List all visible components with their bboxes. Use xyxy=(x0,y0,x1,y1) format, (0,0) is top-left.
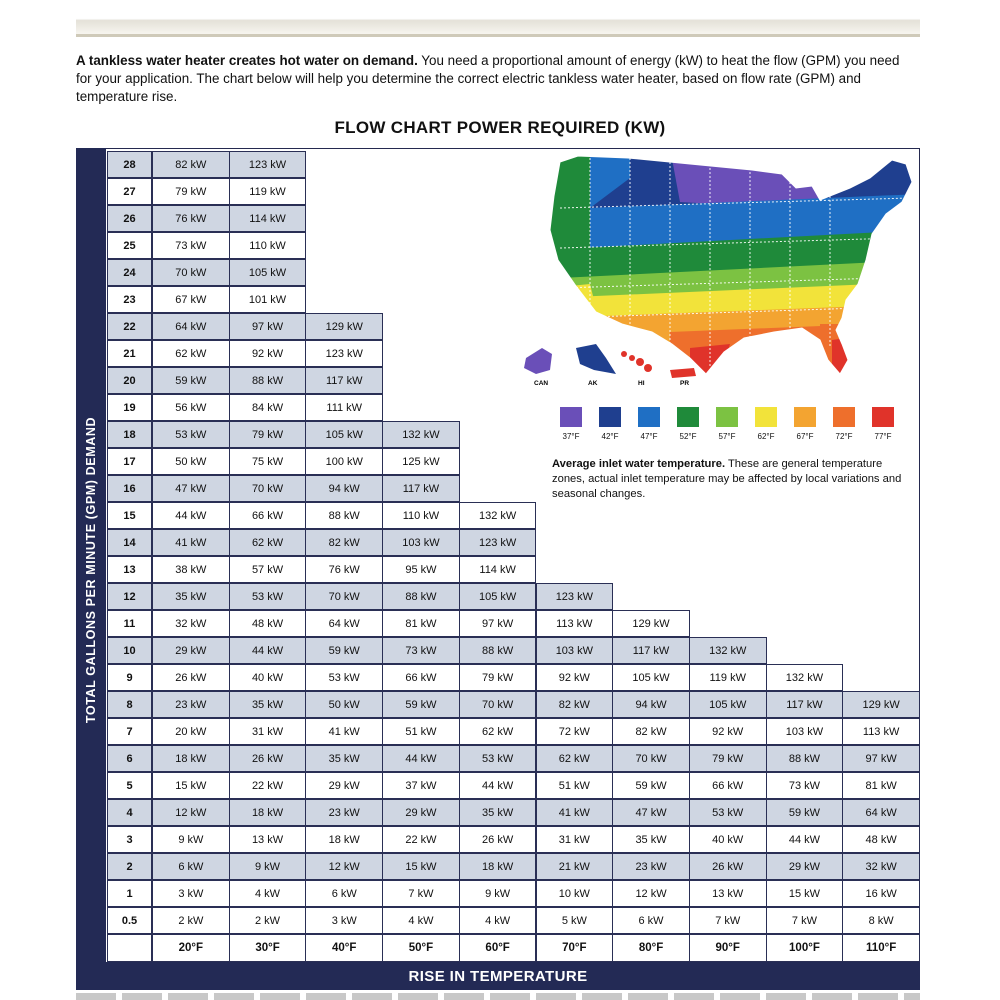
legend-swatch xyxy=(755,407,777,427)
kw-cell: 4 kW xyxy=(459,907,537,934)
kw-cell: 132 kW xyxy=(766,664,844,691)
intro-rest: You need a proportional amount of energy (kW) to heat the flow (GPM) you need for your application. The chart below will help you determine the correct electric tankless water heater, based on flow rate (GPM) and temperature rise. xyxy=(76,53,900,104)
kw-cell: 7 kW xyxy=(382,880,460,907)
gpm-cell-11: 11 xyxy=(107,610,152,637)
kw-cell: 82 kW xyxy=(612,718,690,745)
temperature-map xyxy=(520,148,920,448)
kw-cell: 79 kW xyxy=(459,664,537,691)
kw-cell: 15 kW xyxy=(766,880,844,907)
gpm-cell-14: 14 xyxy=(107,529,152,556)
kw-cell: 129 kW xyxy=(612,610,690,637)
gpm-cell-12: 12 xyxy=(107,583,152,610)
legend-label: 42°F xyxy=(601,432,619,441)
gpm-cell-2: 2 xyxy=(107,853,152,880)
kw-cell: 40 kW xyxy=(229,664,307,691)
kw-cell: 75 kW xyxy=(229,448,307,475)
kw-cell: 103 kW xyxy=(382,529,460,556)
kw-cell: 105 kW xyxy=(229,259,307,286)
kw-cell: 4 kW xyxy=(382,907,460,934)
kw-cell: 82 kW xyxy=(152,151,230,178)
legend-label: 77°F xyxy=(874,432,892,441)
kw-cell: 100 kW xyxy=(305,448,383,475)
kw-cell: 94 kW xyxy=(305,475,383,502)
kw-cell: 73 kW xyxy=(766,772,844,799)
kw-cell: 35 kW xyxy=(612,826,690,853)
legend-label: 62°F xyxy=(757,432,775,441)
kw-cell: 3 kW xyxy=(152,880,230,907)
kw-cell: 9 kW xyxy=(229,853,307,880)
kw-cell: 44 kW xyxy=(229,637,307,664)
gpm-cell-6: 6 xyxy=(107,745,152,772)
kw-cell: 3 kW xyxy=(305,907,383,934)
kw-cell: 29 kW xyxy=(152,637,230,664)
kw-cell: 18 kW xyxy=(459,853,537,880)
kw-cell: 72 kW xyxy=(536,718,614,745)
kw-cell: 70 kW xyxy=(152,259,230,286)
kw-cell: 41 kW xyxy=(152,529,230,556)
kw-cell: 97 kW xyxy=(459,610,537,637)
legend-label: 67°F xyxy=(796,432,814,441)
kw-cell: 29 kW xyxy=(766,853,844,880)
kw-cell: 22 kW xyxy=(229,772,307,799)
kw-cell: 13 kW xyxy=(229,826,307,853)
kw-cell: 114 kW xyxy=(459,556,537,583)
kw-cell: 84 kW xyxy=(229,394,307,421)
kw-cell: 5 kW xyxy=(536,907,614,934)
kw-cell: 22 kW xyxy=(382,826,460,853)
kw-cell: 53 kW xyxy=(152,421,230,448)
kw-cell: 67 kW xyxy=(152,286,230,313)
legend-swatch xyxy=(599,407,621,427)
kw-cell: 31 kW xyxy=(536,826,614,853)
kw-cell: 76 kW xyxy=(305,556,383,583)
kw-cell: 23 kW xyxy=(305,799,383,826)
kw-cell: 123 kW xyxy=(536,583,614,610)
kw-cell: 92 kW xyxy=(689,718,767,745)
chart-title: FLOW CHART POWER REQUIRED (KW) xyxy=(334,118,666,137)
kw-cell: 12 kW xyxy=(612,880,690,907)
legend-swatch xyxy=(560,407,582,427)
rise-header-cell: 30°F xyxy=(229,934,307,962)
gpm-cell-20: 20 xyxy=(107,367,152,394)
kw-cell: 15 kW xyxy=(152,772,230,799)
kw-cell: 32 kW xyxy=(842,853,920,880)
kw-cell: 88 kW xyxy=(382,583,460,610)
kw-cell: 88 kW xyxy=(229,367,307,394)
gpm-cell-25: 25 xyxy=(107,232,152,259)
kw-cell: 23 kW xyxy=(612,853,690,880)
kw-cell: 38 kW xyxy=(152,556,230,583)
kw-cell: 64 kW xyxy=(305,610,383,637)
kw-cell: 57 kW xyxy=(229,556,307,583)
kw-cell: 76 kW xyxy=(152,205,230,232)
kw-cell: 9 kW xyxy=(152,826,230,853)
kw-cell: 18 kW xyxy=(152,745,230,772)
kw-cell: 110 kW xyxy=(229,232,307,259)
legend-swatch xyxy=(872,407,894,427)
kw-cell: 132 kW xyxy=(689,637,767,664)
gpm-cell-9: 9 xyxy=(107,664,152,691)
rise-header-cell: 70°F xyxy=(536,934,614,962)
gpm-cell-21: 21 xyxy=(107,340,152,367)
kw-cell: 92 kW xyxy=(536,664,614,691)
kw-cell: 47 kW xyxy=(152,475,230,502)
kw-cell: 31 kW xyxy=(229,718,307,745)
kw-cell: 44 kW xyxy=(766,826,844,853)
rise-header-cell: 110°F xyxy=(842,934,920,962)
legend-label: 72°F xyxy=(835,432,853,441)
kw-cell: 10 kW xyxy=(536,880,614,907)
kw-cell: 35 kW xyxy=(229,691,307,718)
kw-cell: 6 kW xyxy=(612,907,690,934)
kw-cell: 62 kW xyxy=(459,718,537,745)
kw-cell: 132 kW xyxy=(382,421,460,448)
legend-swatch xyxy=(677,407,699,427)
gpm-cell-3: 3 xyxy=(107,826,152,853)
kw-cell: 48 kW xyxy=(842,826,920,853)
kw-cell: 7 kW xyxy=(689,907,767,934)
kw-cell: 70 kW xyxy=(459,691,537,718)
legend-swatch xyxy=(638,407,660,427)
kw-cell: 105 kW xyxy=(612,664,690,691)
gpm-cell-18: 18 xyxy=(107,421,152,448)
kw-cell: 132 kW xyxy=(459,502,537,529)
kw-cell: 123 kW xyxy=(305,340,383,367)
kw-cell: 37 kW xyxy=(382,772,460,799)
gpm-cell-15: 15 xyxy=(107,502,152,529)
kw-cell: 119 kW xyxy=(229,178,307,205)
kw-cell: 44 kW xyxy=(459,772,537,799)
kw-cell: 81 kW xyxy=(842,772,920,799)
x-axis-label: RISE IN TEMPERATURE xyxy=(408,968,588,985)
kw-cell: 2 kW xyxy=(229,907,307,934)
kw-cell: 70 kW xyxy=(229,475,307,502)
y-axis-label: TOTAL GALLONS PER MINUTE (GPM) DEMAND xyxy=(84,416,98,724)
kw-cell: 51 kW xyxy=(382,718,460,745)
kw-cell: 48 kW xyxy=(229,610,307,637)
kw-cell: 23 kW xyxy=(152,691,230,718)
kw-cell: 123 kW xyxy=(229,151,307,178)
gpm-cell-16: 16 xyxy=(107,475,152,502)
kw-cell: 26 kW xyxy=(152,664,230,691)
kw-cell: 21 kW xyxy=(536,853,614,880)
gpm-cell-24: 24 xyxy=(107,259,152,286)
kw-cell: 53 kW xyxy=(305,664,383,691)
rise-header-cell: 20°F xyxy=(152,934,230,962)
kw-cell: 53 kW xyxy=(459,745,537,772)
kw-cell: 41 kW xyxy=(305,718,383,745)
kw-cell: 20 kW xyxy=(152,718,230,745)
can-inset-shape xyxy=(524,348,552,374)
kw-cell: 88 kW xyxy=(766,745,844,772)
kw-cell: 40 kW xyxy=(689,826,767,853)
territory-label-pr: PR xyxy=(680,380,690,387)
kw-cell: 6 kW xyxy=(152,853,230,880)
kw-cell: 117 kW xyxy=(766,691,844,718)
kw-cell: 16 kW xyxy=(842,880,920,907)
kw-cell: 103 kW xyxy=(766,718,844,745)
kw-cell: 81 kW xyxy=(382,610,460,637)
rise-header-cell: 80°F xyxy=(612,934,690,962)
kw-cell: 117 kW xyxy=(612,637,690,664)
gpm-cell-10: 10 xyxy=(107,637,152,664)
kw-cell: 62 kW xyxy=(229,529,307,556)
gpm-cell-0.5: 0.5 xyxy=(107,907,152,934)
legend-label: 47°F xyxy=(640,432,658,441)
kw-cell: 92 kW xyxy=(229,340,307,367)
kw-cell: 113 kW xyxy=(842,718,920,745)
us-map-image xyxy=(520,148,920,448)
kw-cell: 15 kW xyxy=(382,853,460,880)
kw-cell: 59 kW xyxy=(612,772,690,799)
kw-cell: 26 kW xyxy=(229,745,307,772)
kw-cell: 113 kW xyxy=(536,610,614,637)
kw-cell: 105 kW xyxy=(305,421,383,448)
kw-cell: 26 kW xyxy=(459,826,537,853)
kw-cell: 26 kW xyxy=(689,853,767,880)
kw-cell: 66 kW xyxy=(689,772,767,799)
kw-cell: 2 kW xyxy=(152,907,230,934)
caption-rest: These are general temperature zones, actual inlet temperature may be affected by local variations and seasonal changes. xyxy=(552,458,902,500)
kw-cell: 12 kW xyxy=(152,799,230,826)
kw-cell: 129 kW xyxy=(842,691,920,718)
kw-cell: 82 kW xyxy=(536,691,614,718)
kw-cell: 95 kW xyxy=(382,556,460,583)
kw-cell: 29 kW xyxy=(305,772,383,799)
kw-cell: 12 kW xyxy=(305,853,383,880)
kw-cell: 97 kW xyxy=(842,745,920,772)
kw-cell: 44 kW xyxy=(382,745,460,772)
kw-cell: 59 kW xyxy=(305,637,383,664)
kw-cell: 59 kW xyxy=(766,799,844,826)
kw-cell: 101 kW xyxy=(229,286,307,313)
kw-cell: 56 kW xyxy=(152,394,230,421)
kw-cell: 103 kW xyxy=(536,637,614,664)
kw-cell: 64 kW xyxy=(842,799,920,826)
kw-cell: 32 kW xyxy=(152,610,230,637)
gpm-cell-13: 13 xyxy=(107,556,152,583)
kw-cell: 129 kW xyxy=(305,313,383,340)
corner-cell xyxy=(107,934,152,962)
kw-cell: 114 kW xyxy=(229,205,307,232)
kw-cell: 64 kW xyxy=(152,313,230,340)
legend-swatch xyxy=(833,407,855,427)
legend-label: 37°F xyxy=(562,432,580,441)
kw-cell: 47 kW xyxy=(612,799,690,826)
kw-cell: 8 kW xyxy=(842,907,920,934)
kw-cell: 50 kW xyxy=(305,691,383,718)
kw-cell: 6 kW xyxy=(305,880,383,907)
kw-cell: 110 kW xyxy=(382,502,460,529)
rise-header-cell: 100°F xyxy=(766,934,844,962)
kw-cell: 44 kW xyxy=(152,502,230,529)
top-banner xyxy=(76,0,920,37)
gpm-cell-4: 4 xyxy=(107,799,152,826)
territory-label-hi: HI xyxy=(638,380,645,387)
gpm-cell-23: 23 xyxy=(107,286,152,313)
legend-swatch xyxy=(716,407,738,427)
caption-bold: Average inlet water temperature. xyxy=(552,458,726,470)
rise-header-cell: 40°F xyxy=(305,934,383,962)
kw-cell: 13 kW xyxy=(689,880,767,907)
gpm-cell-22: 22 xyxy=(107,313,152,340)
gpm-cell-8: 8 xyxy=(107,691,152,718)
kw-cell: 18 kW xyxy=(229,799,307,826)
gpm-cell-27: 27 xyxy=(107,178,152,205)
kw-cell: 7 kW xyxy=(766,907,844,934)
intro-paragraph xyxy=(76,52,906,106)
kw-cell: 125 kW xyxy=(382,448,460,475)
kw-cell: 70 kW xyxy=(612,745,690,772)
gpm-cell-28: 28 xyxy=(107,151,152,178)
pr-inset-shape xyxy=(670,368,696,378)
kw-cell: 105 kW xyxy=(689,691,767,718)
map-caption xyxy=(552,457,902,502)
kw-cell: 29 kW xyxy=(382,799,460,826)
kw-cell: 88 kW xyxy=(459,637,537,664)
legend-label: 52°F xyxy=(679,432,697,441)
kw-cell: 111 kW xyxy=(305,394,383,421)
kw-cell: 88 kW xyxy=(305,502,383,529)
kw-cell: 53 kW xyxy=(229,583,307,610)
kw-cell: 59 kW xyxy=(152,367,230,394)
kw-cell: 9 kW xyxy=(459,880,537,907)
kw-cell: 35 kW xyxy=(305,745,383,772)
rise-header-cell: 60°F xyxy=(459,934,537,962)
ak-inset-shape xyxy=(576,344,616,374)
kw-cell: 119 kW xyxy=(689,664,767,691)
kw-cell: 35 kW xyxy=(152,583,230,610)
kw-cell: 94 kW xyxy=(612,691,690,718)
kw-cell: 117 kW xyxy=(382,475,460,502)
gpm-cell-1: 1 xyxy=(107,880,152,907)
kw-cell: 73 kW xyxy=(382,637,460,664)
kw-cell: 18 kW xyxy=(305,826,383,853)
kw-cell: 123 kW xyxy=(459,529,537,556)
kw-cell: 73 kW xyxy=(152,232,230,259)
kw-cell: 51 kW xyxy=(536,772,614,799)
gpm-cell-7: 7 xyxy=(107,718,152,745)
kw-cell: 97 kW xyxy=(229,313,307,340)
gpm-cell-17: 17 xyxy=(107,448,152,475)
kw-cell: 4 kW xyxy=(229,880,307,907)
kw-cell: 79 kW xyxy=(152,178,230,205)
kw-cell: 53 kW xyxy=(689,799,767,826)
kw-cell: 117 kW xyxy=(305,367,383,394)
rise-header-cell: 50°F xyxy=(382,934,460,962)
legend-label: 57°F xyxy=(718,432,736,441)
kw-cell: 59 kW xyxy=(382,691,460,718)
territory-label-can: CAN xyxy=(534,380,549,387)
kw-cell: 70 kW xyxy=(305,583,383,610)
kw-cell: 62 kW xyxy=(152,340,230,367)
kw-cell: 79 kW xyxy=(689,745,767,772)
kw-cell: 50 kW xyxy=(152,448,230,475)
kw-cell: 82 kW xyxy=(305,529,383,556)
gpm-cell-19: 19 xyxy=(107,394,152,421)
kw-cell: 66 kW xyxy=(229,502,307,529)
territory-label-ak: AK xyxy=(588,380,598,387)
rise-header-cell: 90°F xyxy=(689,934,767,962)
kw-cell: 35 kW xyxy=(459,799,537,826)
kw-cell: 105 kW xyxy=(459,583,537,610)
kw-cell: 62 kW xyxy=(536,745,614,772)
gpm-cell-26: 26 xyxy=(107,205,152,232)
kw-cell: 66 kW xyxy=(382,664,460,691)
intro-bold: A tankless water heater creates hot water on demand. xyxy=(76,53,418,68)
footer-strip xyxy=(76,993,920,1000)
kw-cell: 41 kW xyxy=(536,799,614,826)
kw-cell: 79 kW xyxy=(229,421,307,448)
gpm-cell-5: 5 xyxy=(107,772,152,799)
legend-swatch xyxy=(794,407,816,427)
